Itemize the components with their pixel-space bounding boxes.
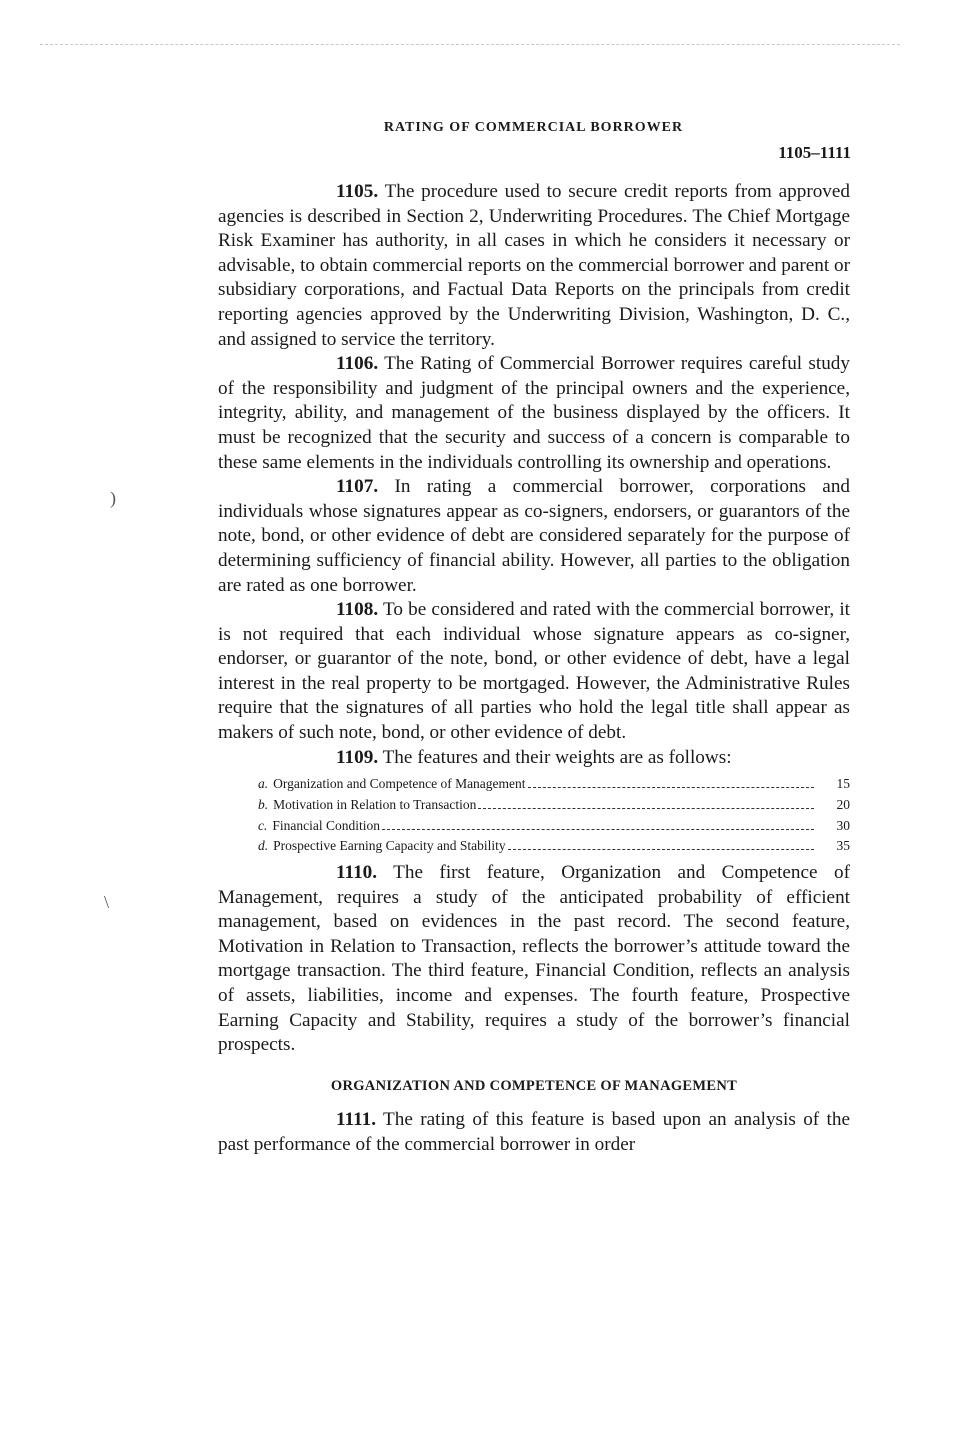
dot-leader <box>508 848 814 850</box>
scan-edge-line <box>40 44 900 45</box>
feature-item <box>258 774 850 795</box>
feature-letter: c. <box>258 817 268 833</box>
paragraph-number: 1109. <box>336 746 379 768</box>
features-list <box>218 774 850 857</box>
feature-item <box>258 795 850 816</box>
dot-leader <box>478 807 814 809</box>
paragraph-1108 <box>218 598 850 746</box>
feature-name: Organization and Competence of Management <box>273 776 526 792</box>
paragraph-number: 1108. <box>336 599 379 621</box>
margin-mark-lower: \ <box>104 892 110 912</box>
paragraph-text: In rating a commercial borrower, corporations and individuals whose signatures appear as co-signers, endorsers, or guarantors of the note, bond, or other evidence of debt are considered separately for the purpose of determining sufficiency of financial ability. However, all parties to the obligation are rated as one borrower. <box>218 476 851 596</box>
running-title: RATING OF COMMERCIAL BORROWER <box>383 120 684 135</box>
feature-weight: 35 <box>836 838 850 854</box>
paragraph-text: The rating of this feature is based upon an analysis of the past performance of the commercial borrower in order <box>218 1109 850 1155</box>
paragraph-1110 <box>218 861 850 1058</box>
feature-weight: 15 <box>836 776 850 792</box>
paragraph-1107 <box>218 475 850 598</box>
feature-name: Prospective Earning Capacity and Stability <box>273 838 506 854</box>
paragraph-text: The procedure used to secure credit reports from approved agencies is described in Section 2, Underwriting Procedures. The Chief Mortgage Risk Examiner has authority, in all cases in which he considers it necessary or advisable, to obtain commercial reports on the commercial borrower and parent or subsidiary corporations, and Factual Data Reports on the principals from credit reporting agencies approved by the Underwriting Division, Washington, D. C., and assigned to service the territory. <box>218 181 851 350</box>
paragraph-number: 1111. <box>336 1109 376 1131</box>
feature-item <box>258 816 850 837</box>
feature-name: Financial Condition <box>272 817 380 833</box>
margin-mark-upper: ) <box>110 488 116 508</box>
paragraph-number: 1105. <box>336 181 379 202</box>
feature-name: Motivation in Relation to Transaction <box>273 796 477 812</box>
feature-letter: a. <box>258 776 269 792</box>
feature-weight: 30 <box>836 817 850 833</box>
paragraph-1109 <box>218 746 850 771</box>
feature-letter: b. <box>258 796 269 812</box>
page-body <box>218 180 850 1158</box>
paragraph-1111 <box>218 1108 850 1157</box>
paragraph-text: To be considered and rated with the commercial borrower, it is not required that each individual whose signature appears as co-signer, endorser, or guarantor of the note, bond, or other evidence of debt, have a legal interest in the real property to be mortgaged. However, the Administrative Rules require that the signatures of all parties who hold the legal title shall appear as makers of such note, bond, or other evidence of debt. <box>218 599 850 744</box>
paragraph-text: The features and their weights are as follows: <box>382 746 732 768</box>
section-heading: ORGANIZATION AND COMPETENCE OF MANAGEMENT <box>330 1077 738 1094</box>
paragraph-1105 <box>218 180 850 352</box>
paragraph-number: 1107. <box>336 476 379 498</box>
dot-leader <box>382 828 814 830</box>
paragraph-1106 <box>218 352 850 475</box>
feature-item <box>258 836 850 857</box>
page-range: 1105–1111 <box>778 143 851 162</box>
dot-leader <box>528 786 814 788</box>
paragraph-text: The first feature, Organization and Competence of Management, requires a study of the anticipated probability of efficient management, based on evidences in the past record. The second feature, Motivation in Relation to Transaction, reflects the borrower’s attitude toward the mortgage transaction. The third feature, Financial Condition, reflects an analysis of assets, liabilities, income and expenses. The fourth feature, Prospective Earning Capacity and Stability, requires a study of the borrower’s financial prospects. <box>218 862 850 1056</box>
feature-letter: d. <box>258 838 269 854</box>
feature-weight: 20 <box>836 796 850 812</box>
paragraph-number: 1106. <box>336 353 379 375</box>
paragraph-text: The Rating of Commercial Borrower requires careful study of the responsibility and judgment of the principal owners and the experience, integrity, ability, and management of the business displayed by the officers. It must be recognized that the security and success of a concern is comparable to these same elements in the individuals controlling its ownership and operations. <box>218 353 850 473</box>
paragraph-number: 1110. <box>336 862 378 884</box>
